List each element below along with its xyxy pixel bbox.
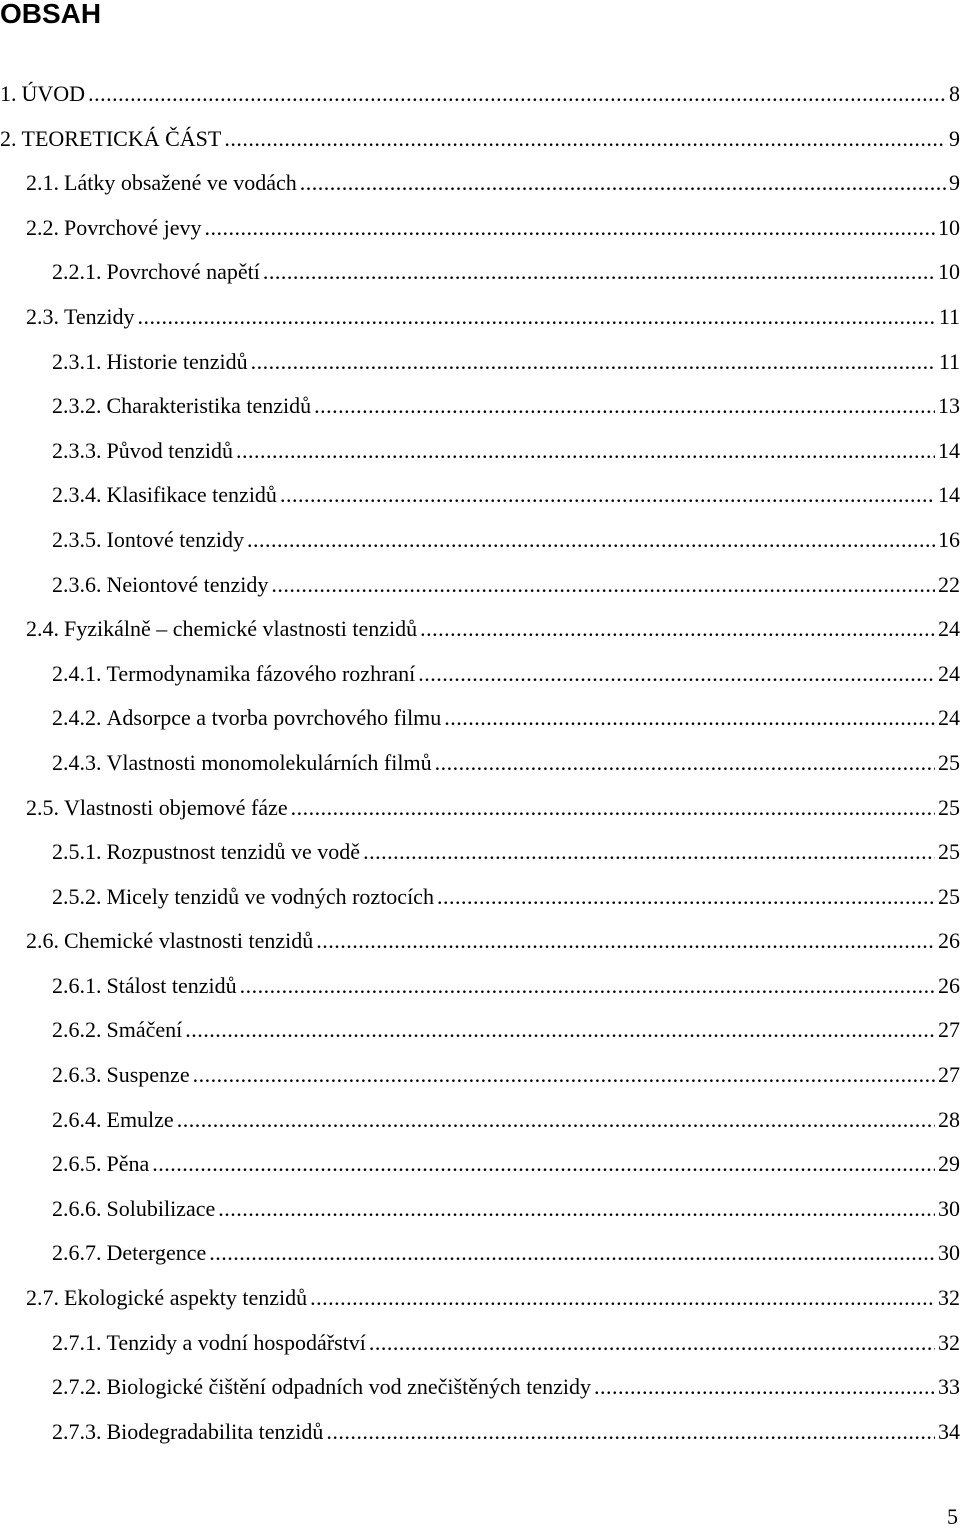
toc-entry-page: 29 (938, 1151, 960, 1177)
toc-dot-leader (594, 1365, 935, 1410)
toc-entry-number: 2.3. (26, 303, 59, 329)
toc-entry-number: 2.2. (26, 214, 59, 240)
toc-entry-page: 22 (938, 571, 960, 597)
toc-entry-title: Stálost tenzidů (106, 972, 237, 998)
toc-entry-page: 27 (938, 1017, 960, 1043)
toc-entry-title: Neiontové tenzidy (106, 571, 269, 597)
toc-entry-title: Rozpustnost tenzidů ve vodě (106, 839, 361, 865)
toc-entry-page: 25 (938, 883, 960, 909)
toc-entry-page: 30 (938, 1240, 960, 1266)
toc-dot-leader (138, 295, 936, 340)
toc-dot-leader (152, 1142, 935, 1187)
toc-entry-title: Micely tenzidů ve vodných roztocích (106, 883, 434, 909)
toc-entry-title: Povrchové napětí (106, 259, 260, 285)
toc-entry-page: 13 (938, 393, 960, 419)
toc-entry-title: Emulze (106, 1106, 174, 1132)
toc-entry-title: Tenzidy a vodní hospodářství (106, 1329, 366, 1355)
page-title: OBSAH (0, 0, 102, 29)
toc-entry-title: Původ tenzidů (106, 437, 233, 463)
toc-entry-title: Povrchové jevy (64, 214, 202, 240)
toc-entry[interactable] (0, 830, 960, 875)
toc-entry-number: 2.3.4. (52, 482, 102, 508)
toc-dot-leader (218, 1187, 935, 1232)
toc-entry[interactable] (0, 161, 960, 206)
toc-entry[interactable] (0, 875, 960, 920)
toc-entry-page: 24 (938, 616, 960, 642)
toc-dot-leader (418, 652, 935, 697)
toc-entry-number: 2.6.4. (52, 1106, 102, 1132)
toc-entry-title: Vlastnosti monomolekulárních filmů (106, 749, 432, 775)
toc-entry[interactable] (0, 250, 960, 295)
toc-entry[interactable] (0, 1231, 960, 1276)
toc-entry-number: 2.4.1. (52, 660, 102, 686)
toc-dot-leader (209, 1231, 935, 1276)
toc-dot-leader (193, 1053, 935, 1098)
toc-entry-page: 8 (949, 81, 960, 106)
toc-dot-leader (224, 117, 946, 162)
toc-entry[interactable] (0, 563, 960, 608)
toc-entry-page: 32 (938, 1285, 960, 1311)
toc-entry-title: Solubilizace (106, 1195, 216, 1221)
toc-entry-title: Tenzidy (64, 303, 135, 329)
toc-entry-number: 2.6.1. (52, 972, 102, 998)
toc-entry-number: 2.7.2. (52, 1374, 102, 1400)
toc-entry[interactable] (0, 1008, 960, 1053)
toc-entry-number: 2.3.6. (52, 571, 102, 597)
toc-entry[interactable] (0, 429, 960, 474)
toc-entry-title: Vlastnosti objemové fáze (64, 794, 288, 820)
toc-entry-title: Historie tenzidů (106, 348, 248, 374)
toc-entry[interactable] (0, 340, 960, 385)
toc-entry[interactable] (0, 607, 960, 652)
toc-dot-leader (291, 786, 935, 831)
toc-dot-leader (444, 696, 935, 741)
toc-dot-leader (88, 72, 946, 117)
toc-entry-number: 2.2.1. (52, 259, 102, 285)
toc-dot-leader (435, 741, 935, 786)
toc-entry-page: 33 (938, 1374, 960, 1400)
toc-dot-leader (185, 1008, 935, 1053)
toc-entry[interactable] (0, 72, 960, 117)
toc-entry-page: 11 (938, 303, 960, 329)
toc-entry-title: Smáčení (106, 1017, 183, 1043)
toc-entry[interactable] (0, 473, 960, 518)
toc-entry-title: Biodegradabilita tenzidů (106, 1418, 324, 1444)
toc-entry-page: 9 (949, 170, 960, 196)
toc-entry-title: Klasifikace tenzidů (106, 482, 277, 508)
toc-dot-leader (251, 340, 936, 385)
toc-entry-title: Látky obsažené ve vodách (64, 170, 297, 196)
toc-entry-page: 24 (938, 705, 960, 731)
toc-entry-page: 34 (938, 1418, 960, 1444)
toc-entry[interactable] (0, 1365, 960, 1410)
toc-entry[interactable] (0, 1276, 960, 1321)
toc-dot-leader (363, 830, 935, 875)
toc-entry-number: 1. (0, 81, 17, 106)
table-of-contents (0, 72, 960, 1454)
toc-entry-number: 2.6.5. (52, 1151, 102, 1177)
toc-entry-number: 2.3.1. (52, 348, 102, 374)
toc-entry-title: Biologické čištění odpadních vod znečištěných tenzidy (106, 1374, 591, 1400)
toc-entry-title: TEORETICKÁ ČÁST (21, 125, 222, 151)
toc-dot-leader (314, 384, 935, 429)
toc-entry-page: 26 (938, 928, 960, 954)
toc-entry[interactable] (0, 1098, 960, 1143)
toc-entry-page: 14 (938, 482, 960, 508)
toc-entry-number: 2.6.2. (52, 1017, 102, 1043)
toc-entry-title: Iontové tenzidy (106, 526, 244, 552)
toc-entry-number: 2.1. (26, 170, 59, 196)
toc-entry[interactable] (0, 1187, 960, 1232)
toc-dot-leader (437, 875, 935, 920)
toc-entry-page: 10 (938, 259, 960, 285)
toc-entry-page: 9 (949, 125, 960, 151)
toc-entry-number: 2.3.2. (52, 393, 102, 419)
toc-entry[interactable] (0, 964, 960, 1009)
toc-entry-page: 24 (938, 660, 960, 686)
toc-entry-number: 2.6.6. (52, 1195, 102, 1221)
toc-dot-leader (300, 161, 946, 206)
toc-entry[interactable] (0, 919, 960, 964)
toc-entry-page: 26 (938, 972, 960, 998)
toc-dot-leader (247, 518, 935, 563)
toc-dot-leader (316, 919, 935, 964)
toc-dot-leader (369, 1321, 935, 1366)
toc-entry-number: 2.5.1. (52, 839, 102, 865)
toc-entry-page: 25 (938, 749, 960, 775)
toc-entry-page: 10 (938, 214, 960, 240)
toc-entry[interactable] (0, 1410, 960, 1455)
toc-entry-page: 28 (938, 1106, 960, 1132)
toc-dot-leader (263, 250, 935, 295)
toc-entry-number: 2.7.1. (52, 1329, 102, 1355)
toc-entry[interactable] (0, 1142, 960, 1187)
toc-entry-page: 30 (938, 1195, 960, 1221)
toc-dot-leader (236, 429, 935, 474)
toc-entry-title: Ekologické aspekty tenzidů (64, 1285, 308, 1311)
toc-entry[interactable] (0, 741, 960, 786)
toc-entry-page: 14 (938, 437, 960, 463)
toc-dot-leader (271, 563, 935, 608)
toc-entry-number: 2.3.3. (52, 437, 102, 463)
toc-entry[interactable] (0, 786, 960, 831)
toc-entry-page: 25 (938, 839, 960, 865)
toc-entry[interactable] (0, 206, 960, 251)
toc-entry-number: 2.7.3. (52, 1418, 102, 1444)
toc-entry-title: Suspenze (106, 1062, 190, 1088)
toc-entry[interactable] (0, 117, 960, 162)
toc-entry-page: 11 (938, 348, 960, 374)
toc-entry[interactable] (0, 295, 960, 340)
toc-entry-number: 2.5.2. (52, 883, 102, 909)
toc-entry-title: ÚVOD (21, 81, 86, 106)
toc-entry-number: 2.6. (26, 928, 59, 954)
toc-entry-page: 27 (938, 1062, 960, 1088)
toc-dot-leader (280, 473, 935, 518)
toc-entry-title: Detergence (106, 1240, 207, 1266)
toc-entry-number: 2.4. (26, 616, 59, 642)
toc-entry-page: 32 (938, 1329, 960, 1355)
toc-entry[interactable] (0, 696, 960, 741)
toc-entry-number: 2.3.5. (52, 526, 102, 552)
toc-entry[interactable] (0, 1053, 960, 1098)
toc-entry-title: Pěna (106, 1151, 150, 1177)
toc-entry-number: 2. (0, 125, 17, 151)
toc-entry[interactable] (0, 518, 960, 563)
toc-entry-number: 2.6.7. (52, 1240, 102, 1266)
toc-entry[interactable] (0, 1321, 960, 1366)
toc-dot-leader (177, 1098, 935, 1143)
toc-entry-title: Chemické vlastnosti tenzidů (64, 928, 314, 954)
toc-entry-number: 2.5. (26, 794, 59, 820)
toc-entry-title: Adsorpce a tvorba povrchového filmu (106, 705, 442, 731)
toc-entry[interactable] (0, 384, 960, 429)
toc-entry-page: 16 (938, 526, 960, 552)
toc-entry-number: 2.4.3. (52, 749, 102, 775)
toc-entry-title: Termodynamika fázového rozhraní (106, 660, 416, 686)
page-number: 5 (947, 1504, 958, 1529)
toc-entry[interactable] (0, 652, 960, 697)
toc-dot-leader (326, 1410, 935, 1455)
toc-entry-title: Fyzikálně – chemické vlastnosti tenzidů (64, 616, 418, 642)
toc-entry-page: 25 (938, 794, 960, 820)
toc-dot-leader (204, 206, 935, 251)
toc-entry-number: 2.7. (26, 1285, 59, 1311)
toc-dot-leader (240, 964, 935, 1009)
toc-entry-title: Charakteristika tenzidů (106, 393, 312, 419)
toc-entry-number: 2.6.3. (52, 1062, 102, 1088)
toc-dot-leader (310, 1276, 935, 1321)
toc-entry-number: 2.4.2. (52, 705, 102, 731)
toc-dot-leader (420, 607, 935, 652)
